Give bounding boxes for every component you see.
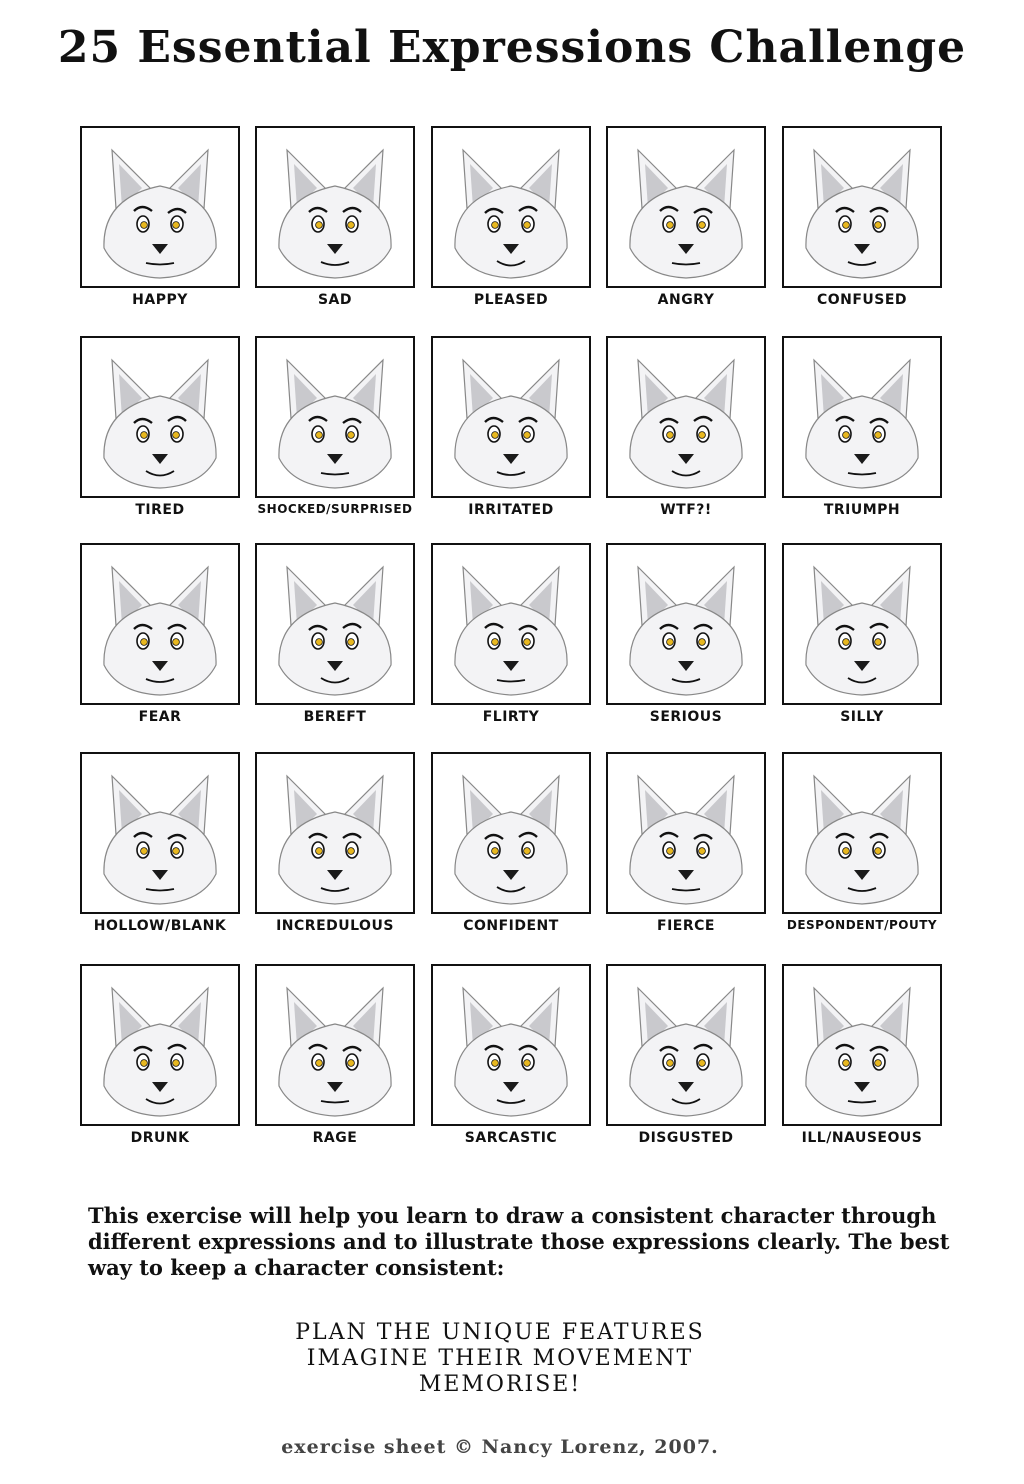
- expression-label: SERIOUS: [649, 709, 723, 725]
- expression-label: DISGUSTED: [638, 1130, 734, 1146]
- expression-illustration: [431, 336, 591, 498]
- fox-head-icon: [82, 966, 238, 1124]
- expression-label: HAPPY: [132, 292, 188, 308]
- expression-label: PLEASED: [473, 292, 549, 308]
- fox-head-icon: [784, 754, 940, 912]
- credit-line: exercise sheet © Nancy Lorenz, 2007.: [281, 1436, 719, 1458]
- steps-list: [0, 1320, 1000, 1398]
- fox-head-icon: [257, 545, 413, 703]
- expression-illustration: [255, 964, 415, 1126]
- expression-label: CONFIDENT: [463, 918, 559, 934]
- expression-label: FLIRTY: [482, 709, 540, 725]
- expression-illustration: [606, 752, 766, 914]
- expression-label: TIRED: [135, 502, 185, 518]
- expression-illustration: [80, 543, 240, 705]
- fox-head-icon: [82, 128, 238, 286]
- expression-illustration: [782, 336, 942, 498]
- fox-head-icon: [433, 966, 589, 1124]
- step-plan: PLAN THE UNIQUE FEATURES: [295, 1320, 705, 1345]
- expression-illustration: [431, 543, 591, 705]
- fox-head-icon: [82, 338, 238, 496]
- fox-head-icon: [257, 966, 413, 1124]
- fox-head-icon: [257, 338, 413, 496]
- fox-head-icon: [784, 128, 940, 286]
- fox-head-icon: [82, 754, 238, 912]
- fox-head-icon: [608, 545, 764, 703]
- expression-illustration: [255, 752, 415, 914]
- expression-illustration: [80, 964, 240, 1126]
- expression-label: DESPONDENT/POUTY: [786, 918, 938, 932]
- fox-head-icon: [433, 338, 589, 496]
- expression-label: BEREFT: [303, 709, 367, 725]
- step-memorise: MEMORISE!: [418, 1372, 582, 1397]
- expression-illustration: [606, 126, 766, 288]
- expression-illustration: [255, 543, 415, 705]
- expression-illustration: [782, 543, 942, 705]
- expression-label: CONFUSED: [816, 292, 908, 308]
- expression-illustration: [431, 752, 591, 914]
- fox-head-icon: [257, 128, 413, 286]
- expression-illustration: [431, 126, 591, 288]
- expression-illustration: [255, 126, 415, 288]
- step-imagine: IMAGINE THEIR MOVEMENT: [306, 1346, 694, 1371]
- expression-label: TRIUMPH: [823, 502, 901, 518]
- expression-illustration: [606, 543, 766, 705]
- expression-illustration: [606, 964, 766, 1126]
- expression-label: HOLLOW/BLANK: [93, 918, 227, 934]
- intro-text: This exercise will help you learn to draw a consistent character through different expressions and to illustrate those expressions clearly. The best way to keep a character consistent:: [88, 1203, 950, 1280]
- fox-head-icon: [784, 338, 940, 496]
- expression-label: RAGE: [312, 1130, 358, 1146]
- fox-head-icon: [784, 545, 940, 703]
- fox-head-icon: [82, 545, 238, 703]
- expression-label: SAD: [317, 292, 353, 308]
- fox-head-icon: [608, 966, 764, 1124]
- expression-label: WTF?!: [660, 502, 712, 518]
- expression-illustration: [606, 336, 766, 498]
- fox-head-icon: [433, 128, 589, 286]
- expression-illustration: [255, 336, 415, 498]
- expression-label: DRUNK: [130, 1130, 190, 1146]
- fox-head-icon: [608, 128, 764, 286]
- fox-head-icon: [433, 545, 589, 703]
- expression-label: SHOCKED/SURPRISED: [257, 502, 413, 516]
- expression-label: ILL/NAUSEOUS: [801, 1130, 923, 1146]
- expression-illustration: [80, 126, 240, 288]
- expression-illustration: [782, 752, 942, 914]
- expression-label: SILLY: [840, 709, 884, 725]
- expression-label: ANGRY: [657, 292, 715, 308]
- page-title: 25 Essential Expressions Challenge: [57, 22, 967, 73]
- expression-label: SARCASTIC: [464, 1130, 558, 1146]
- fox-head-icon: [784, 966, 940, 1124]
- expression-illustration: [80, 336, 240, 498]
- expression-label: FIERCE: [657, 918, 715, 934]
- expression-label: IRRITATED: [468, 502, 554, 518]
- expression-illustration: [782, 964, 942, 1126]
- expression-illustration: [431, 964, 591, 1126]
- fox-head-icon: [608, 754, 764, 912]
- expression-illustration: [80, 752, 240, 914]
- fox-head-icon: [433, 754, 589, 912]
- fox-head-icon: [257, 754, 413, 912]
- expression-label: INCREDULOUS: [276, 918, 394, 934]
- expression-label: FEAR: [138, 709, 182, 725]
- fox-head-icon: [608, 338, 764, 496]
- expression-illustration: [782, 126, 942, 288]
